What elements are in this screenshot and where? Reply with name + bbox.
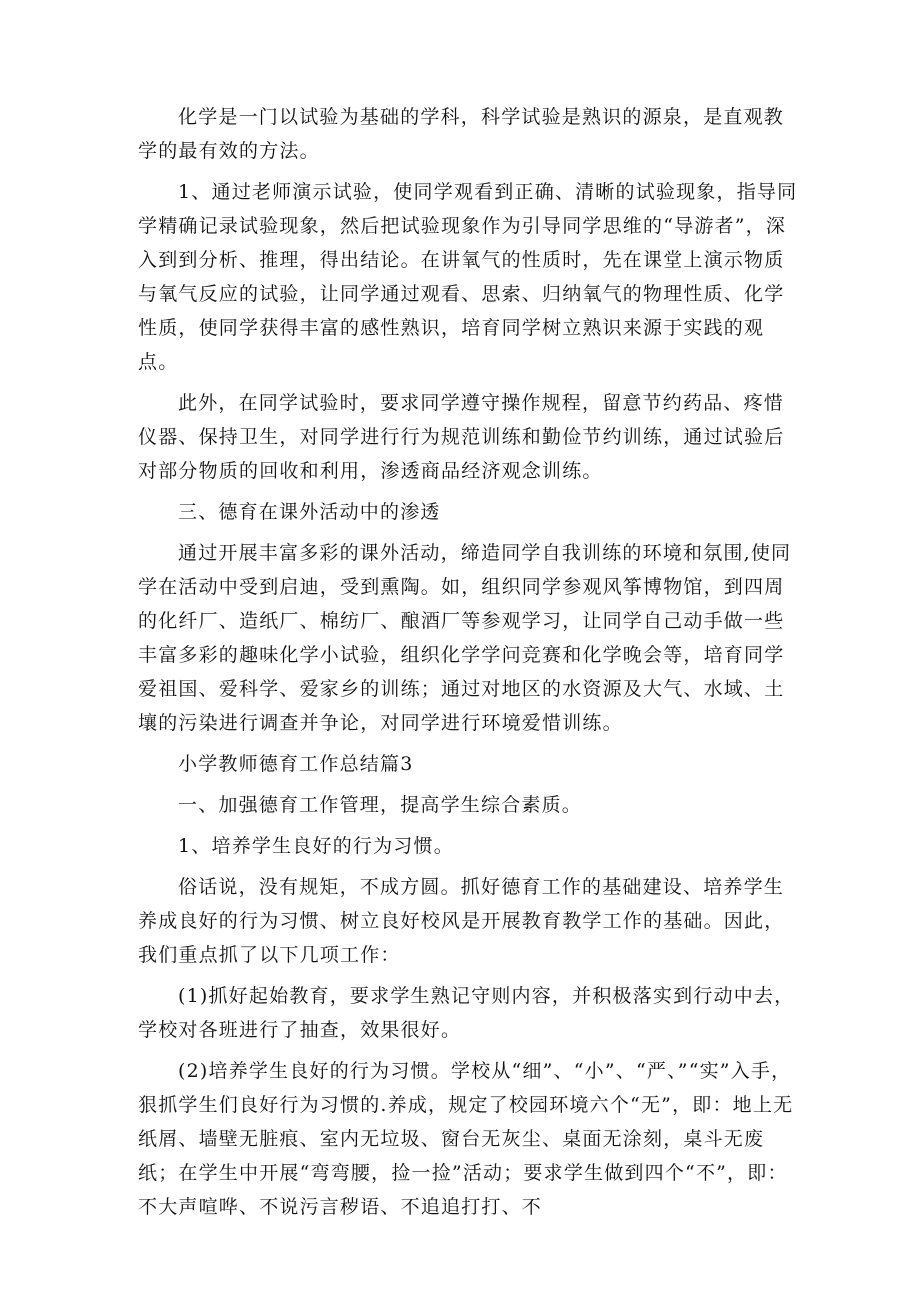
paragraph-chemistry-intro: 化学是一门以试验为基础的学科，科学试验是熟识的源泉，是直观教学的最有效的方法。 — [138, 106, 785, 162]
paragraph-rules-foundation: 俗话说，没有规矩，不成方圆。抓好德育工作的基础建设、培养学生养成良好的行为习惯、树立良好校风是开展教育教学工作的基础。因此，我们重点抓了以下几项工作： — [138, 876, 785, 966]
subheading-good-habits: 1、培养学生良好的行为习惯。 — [178, 835, 454, 857]
list-item-behavior-habits: (2)培养学生良好的行为习惯。学校从“细”、“小”、“严、”“实”入手，狠抓学生们良好行为习惯的.养成，规定了校园环境六个“无”，即：地上无纸屑、墙壁无脏痕、室内无垃圾、窗台无灰尘、桌面无涂刻，桌斗无废纸；在学生中开展“弯弯腰，捡一捡”活动；要求学生做到四个“不”，即：不大声喧哗、不说污言秽语、不追追打打、不 — [138, 1060, 794, 1218]
paragraph-extracurricular-activities: 通过开展丰富多彩的课外活动，缔造同学自我训练的环境和氛围,使同学在活动中受到启迪，受到熏陶。如，组织同学参观风筝博物馆，到四周的化纤厂、造纸厂、棉纺厂、酿酒厂等参观学习，让同学自己动手做一些丰富多彩的趣味化学小试验，组织化学学问竞赛和化学晚会等，培育同学爱祖国、爱科学、爱家乡的训练；通过对地区的水资源及大气、水域、土壤的污染进行调查并争论，对同学进行环境爱惜训练。 — [138, 542, 792, 734]
list-item-initial-education: (1)抓好起始教育，要求学生熟记守则内容，并积极落实到行动中去，学校对各班进行了抽查，效果很好。 — [138, 985, 795, 1041]
article-title-summary-3: 小学教师德育工作总结篇3 — [178, 753, 414, 775]
paragraph-student-experiments: 此外，在同学试验时，要求同学遵守操作规程，留意节约药品、疼惜仪器、保持卫生，对同学进行行为规范训练和勤俭节约训练，通过试验后对部分物质的回收和利用，渗透商品经济观念训练。 — [138, 392, 785, 482]
section-heading-moral-management: 一、加强德育工作管理，提高学生综合素质。 — [178, 794, 583, 816]
document-page — [138, 100, 798, 1231]
section-heading-extracurricular: 三、德育在课外活动中的渗透 — [178, 501, 441, 523]
paragraph-demo-experiments: 1、通过老师演示试验，使同学观看到正确、清晰的试验现象，指导同学精确记录试验现象，然后把试验现象作为引导同学思维的“导游者”，深入到到分析、推理，得出结论。在讲氧气的性质时，先在课堂上演示物质与氧气反应的试验，让同学通过观看、思索、归纳氧气的物理性质、化学性质，使同学获得丰富的感性熟识，培育同学树立熟识来源于实践的观点。 — [138, 181, 798, 373]
